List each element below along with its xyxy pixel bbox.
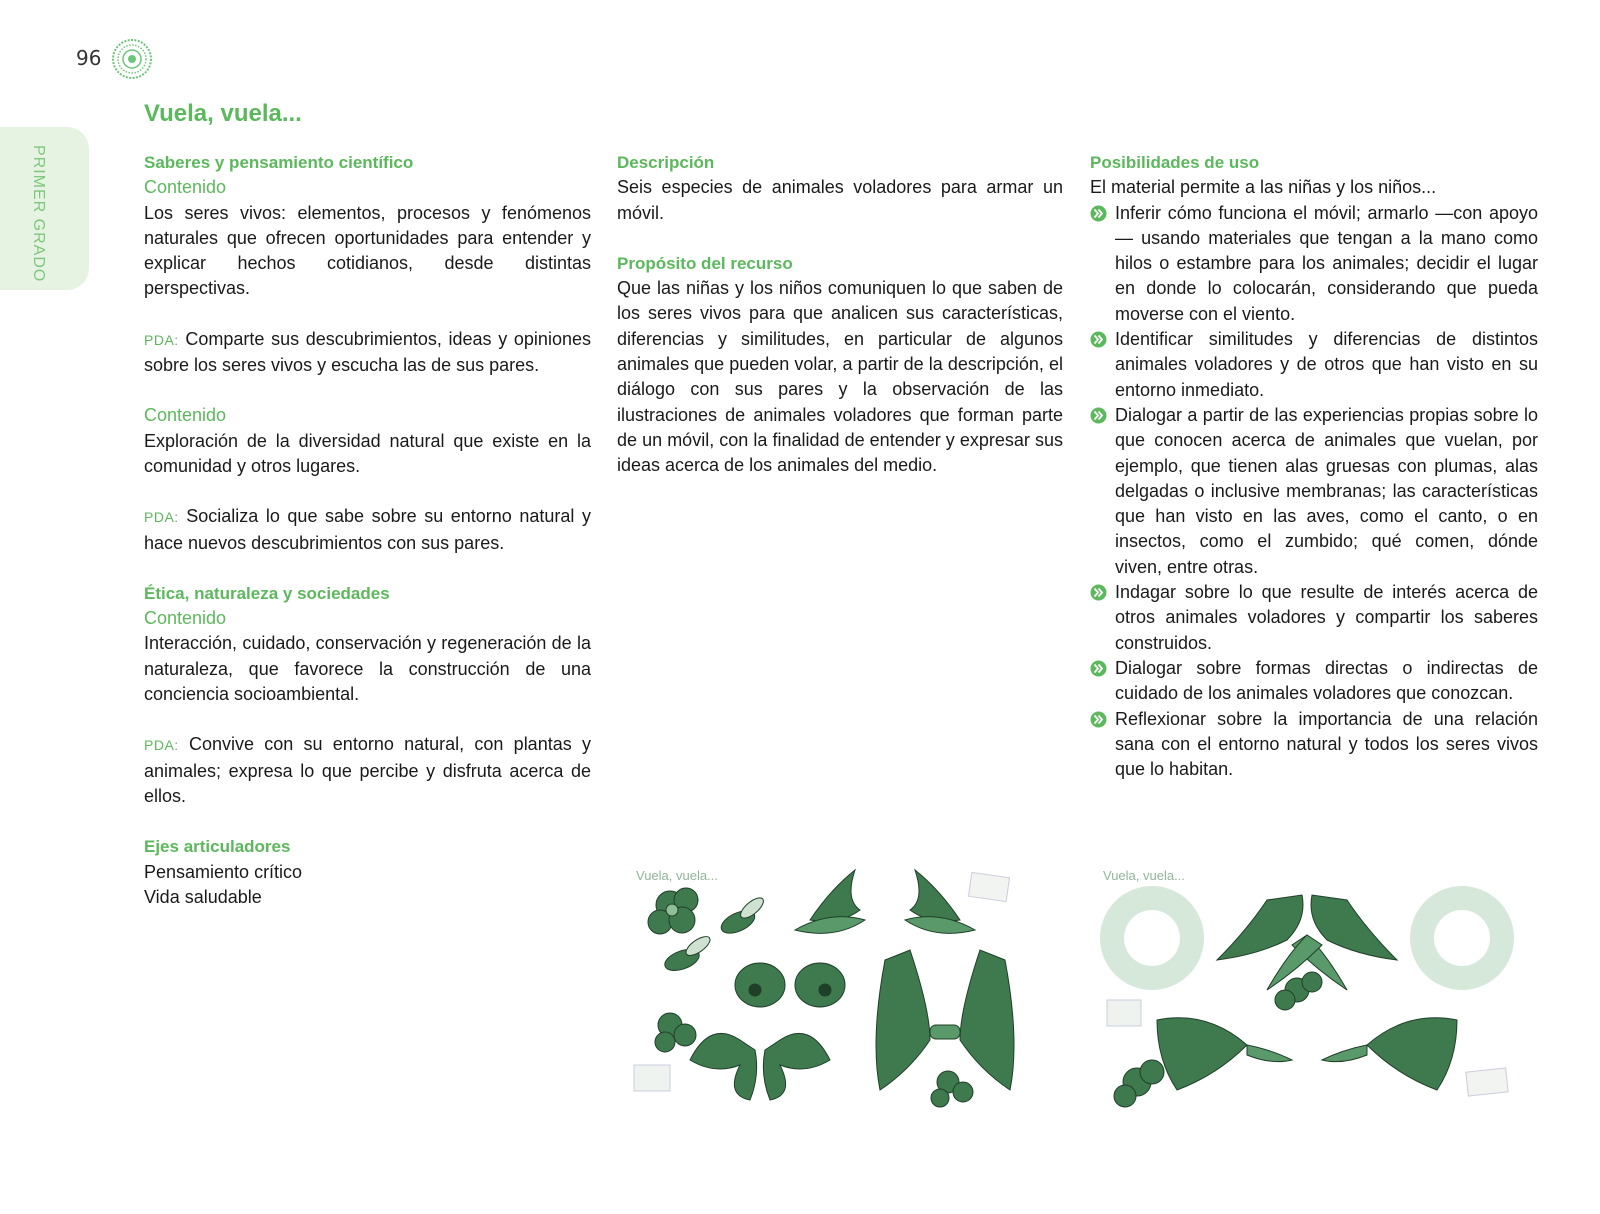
- ejes-heading: Ejes articuladores: [144, 837, 291, 857]
- quetzal-illustration: [1157, 1018, 1457, 1090]
- eje-item: Vida saludable: [144, 886, 262, 907]
- list-item: [1090, 403, 1538, 580]
- eje-item: Pensamiento crítico: [144, 861, 303, 882]
- double-chevron-icon: [1090, 331, 1107, 348]
- right-column: [1090, 150, 1538, 782]
- descripcion-heading: Descripción: [617, 153, 715, 172]
- list-item: [1090, 707, 1538, 783]
- contenido-label: Contenido: [144, 608, 227, 629]
- double-chevron-icon: [1090, 407, 1107, 424]
- pda-paragraph: [144, 327, 591, 379]
- contenido-text: Exploración de la diversidad natural que existe en la comunidad y otros lugares.: [144, 430, 591, 476]
- sun-emblem-icon: [111, 38, 153, 80]
- list-item-text: Dialogar sobre formas directas o indirectas de cuidado de los animales voladores que conozcan.: [1115, 657, 1538, 704]
- flower-illustration: [648, 888, 698, 934]
- list-item-text: Identificar similitudes y diferencias de distintos animales voladores y de otros que han visto en su entorno inmediato.: [1115, 329, 1538, 400]
- pda-text: Convive con su entorno natural, con plantas y animales; expresa lo que percibe y disfruta acerca de ellos.: [144, 734, 591, 806]
- posibilidades-intro: El material permite a las niñas y los niños...: [1090, 177, 1437, 198]
- pda-label: PDA:: [144, 331, 179, 348]
- pda-paragraph: [144, 504, 591, 556]
- proposito-heading: Propósito del recurso: [617, 253, 793, 273]
- double-chevron-icon: [1090, 660, 1107, 677]
- beetle-illustration: [735, 963, 845, 1007]
- thumbnail-title: Vuela, vuela...: [1103, 868, 1185, 883]
- side-tab-label: PRIMER GRADO: [30, 145, 47, 283]
- bat-illustration: [876, 950, 1014, 1090]
- left-column: [144, 150, 591, 910]
- mobile-sheet-thumbnail-2: [1097, 860, 1527, 1123]
- hummingbird-illustration: [795, 870, 975, 933]
- double-chevron-icon: [1090, 205, 1107, 222]
- list-item: [1090, 580, 1538, 656]
- middle-column: [617, 150, 1063, 479]
- list-item-text: Indagar sobre lo que resulte de interés acerca de otros animales voladores y compartir los saberes construidos.: [1115, 582, 1538, 653]
- pda-text: Comparte sus descubrimientos, ideas y opiniones sobre los seres vivos y escucha las de sus pares.: [144, 328, 591, 376]
- leaf-card: [1107, 1000, 1141, 1026]
- double-chevron-icon: [1090, 584, 1107, 601]
- page-title: Vuela, vuela...: [144, 100, 302, 127]
- list-item: [1090, 656, 1538, 707]
- pda-label: PDA:: [144, 737, 179, 754]
- pda-text: Socializa lo que sabe sobre su entorno natural y hace nuevos descubrimientos con sus pares.: [144, 506, 591, 553]
- uses-list: [1090, 201, 1538, 783]
- list-item-text: Inferir cómo funciona el móvil; armarlo —con apoyo— usando materiales que tengan a la mano como hilos o estambre para los animales; decidir el lugar en donde lo colocarán, considerando que pueda moverse con el viento.: [1115, 202, 1538, 324]
- saberes-heading: Saberes y pensamiento científico: [144, 153, 414, 172]
- leaf-card: [634, 1065, 670, 1091]
- pda-label: PDA:: [144, 509, 179, 526]
- contenido-label: Contenido: [144, 177, 227, 198]
- etica-heading: Ética, naturaleza y sociedades: [144, 583, 390, 603]
- mobile-sheet-thumbnail-1: [630, 860, 1060, 1123]
- page-number: 96: [76, 46, 102, 70]
- proposito-text: Que las niñas y los niños comuniquen lo que saben de los seres vivos para que analicen sus características, diferencias y similitudes, en particular de algunos animales que pueden volar, a partir de la descripción, el diálogo con sus pares y la observación de las ilustraciones de animales voladores que forman parte de un móvil, con la finalidad de entender y expresar sus ideas acerca de los animales del medio.: [617, 278, 1063, 476]
- descripcion-text: Seis especies de animales voladores para armar un móvil.: [617, 177, 1063, 223]
- list-item: [1090, 327, 1538, 403]
- info-card: [969, 872, 1010, 901]
- contenido-text: Los seres vivos: elementos, procesos y fenómenos naturales que ofrecen oportunidades para entender y explicar hechos cotidianos, desde distintas perspectivas.: [144, 202, 591, 299]
- thumbnail-title: Vuela, vuela...: [636, 868, 718, 883]
- list-item-text: Dialogar a partir de las experiencias propias sobre lo que conocen acerca de animales que vuelan, por ejemplo, que tienen alas gruesas con plumas, alas delgadas o inclusive membranas; las características que han visto en las aves, como el canto, o en insectos, como el zumbido; qué comen, dónde viven, entre otras.: [1115, 404, 1538, 577]
- contenido-label: Contenido: [144, 405, 227, 426]
- contenido-text: Interacción, cuidado, conservación y regeneración de la naturaleza, que favorece la construcción de una conciencia socioambiental.: [144, 633, 591, 705]
- list-item: [1090, 201, 1538, 327]
- list-item-text: Reflexionar sobre la importancia de una relación sana con el entorno natural y todos los seres vivos que lo habitan.: [1115, 708, 1538, 780]
- info-card: [1466, 1068, 1508, 1096]
- butterfly-illustration: [690, 1033, 830, 1100]
- double-chevron-icon: [1090, 711, 1107, 728]
- pda-paragraph: [144, 732, 591, 809]
- posibilidades-heading: Posibilidades de uso: [1090, 153, 1260, 172]
